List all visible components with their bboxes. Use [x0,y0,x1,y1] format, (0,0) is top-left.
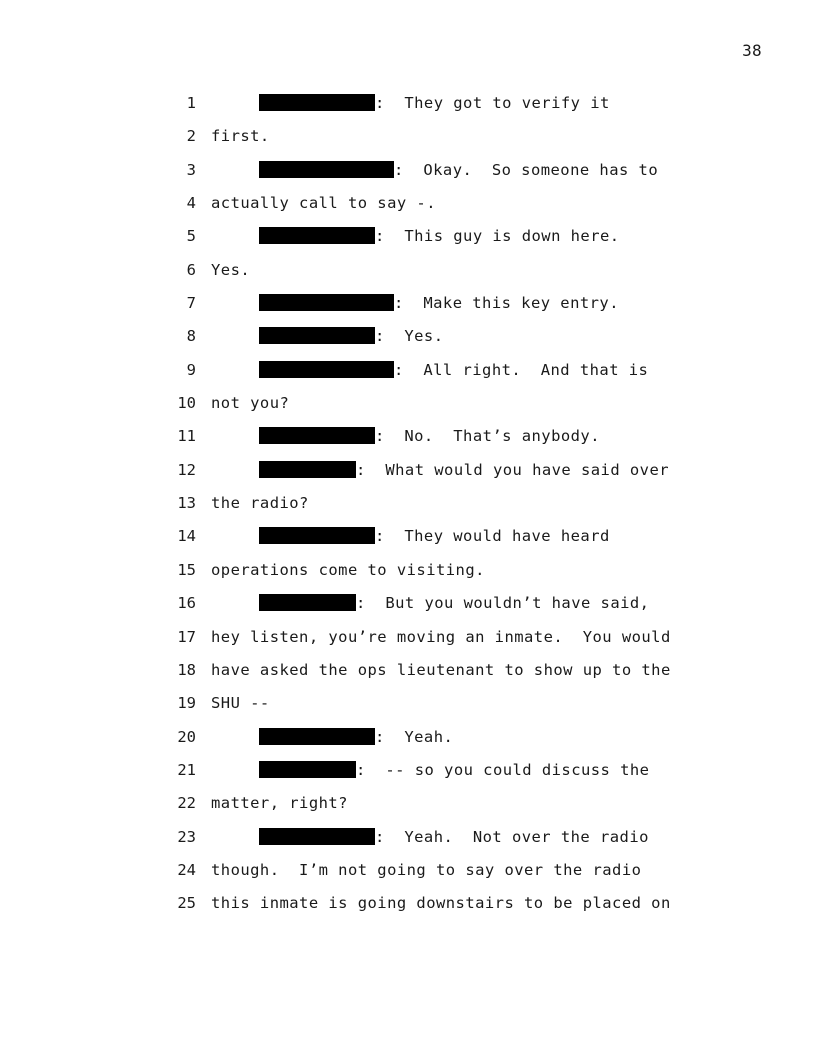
line-number: 21 [177,760,196,779]
speaker-dialogue: : They would have heard [375,527,610,546]
line-text [211,592,649,614]
line-number: 25 [177,894,196,913]
speaker-name-redaction [259,527,375,544]
speaker-name-redaction [259,728,375,745]
transcript-line [0,859,816,892]
speaker-dialogue: : But you wouldn’t have said, [356,594,650,613]
speaker-name-redaction [259,761,356,778]
speaker-name-redaction [259,427,375,444]
line-number: 12 [177,460,196,479]
speaker-name-redaction [259,161,394,178]
line-text [211,859,641,881]
speaker-dialogue: : What would you have said over [356,460,670,479]
line-text [211,826,649,848]
continuation-text: first. [211,127,270,146]
line-number: 9 [186,360,196,379]
line-text [211,559,485,581]
line-number: 20 [177,727,196,746]
transcript-line [0,325,816,358]
speaker-dialogue: : Make this key entry. [394,294,619,313]
continuation-text: matter, right? [211,794,348,813]
line-number: 11 [177,427,196,446]
line-number: 23 [177,827,196,846]
line-number: 7 [186,294,196,313]
transcript-line [0,559,816,592]
line-number: 17 [177,627,196,646]
speaker-name-redaction [259,327,375,344]
transcript-line [0,392,816,425]
line-text [211,225,620,247]
transcript-line [0,659,816,692]
line-text [211,259,250,281]
speaker-dialogue: : This guy is down here. [375,227,620,246]
line-text [211,359,648,381]
line-number: 4 [186,194,196,213]
line-text [211,726,453,748]
line-number: 6 [186,260,196,279]
speaker-name-redaction [259,361,394,378]
transcript-line [0,459,816,492]
transcript-line [0,826,816,859]
line-text [211,92,610,114]
continuation-text: not you? [211,394,290,413]
line-text [211,525,610,547]
transcript-line [0,225,816,258]
transcript-line [0,759,816,792]
speaker-dialogue: : No. That’s anybody. [375,427,600,446]
line-text [211,692,270,714]
line-text [211,626,671,648]
transcript-line [0,292,816,325]
transcript-line [0,359,816,392]
transcript-line [0,125,816,158]
transcript-line [0,792,816,825]
speaker-dialogue: : All right. And that is [394,360,649,379]
continuation-text: though. I’m not going to say over the radio [211,860,642,879]
line-number: 14 [177,527,196,546]
line-text [211,892,671,914]
transcript-line [0,626,816,659]
line-number: 15 [177,560,196,579]
speaker-name-redaction [259,594,356,611]
line-text [211,759,649,781]
page-number: 38 [742,41,762,60]
line-number: 1 [186,94,196,112]
continuation-text: this inmate is going downstairs to be placed on [211,894,671,913]
transcript-line [0,159,816,192]
transcript-line [0,192,816,225]
speaker-name-redaction [259,461,356,478]
line-number: 5 [186,227,196,246]
continuation-text: have asked the ops lieutenant to show up to the [211,660,671,679]
line-number: 24 [177,860,196,879]
speaker-name-redaction [259,227,375,244]
line-text [211,792,348,814]
line-number: 18 [177,660,196,679]
transcript-line [0,259,816,292]
transcript-line [0,492,816,525]
line-text [211,125,270,147]
line-number: 2 [186,127,196,146]
line-number: 10 [177,394,196,413]
line-number: 19 [177,694,196,713]
speaker-dialogue: : Yeah. Not over the radio [375,827,649,846]
speaker-name-redaction [259,94,375,111]
line-number: 8 [186,327,196,346]
speaker-dialogue: : They got to verify it [375,94,610,112]
line-number: 22 [177,794,196,813]
speaker-dialogue: : Yes. [375,327,444,346]
transcript-line [0,726,816,759]
speaker-dialogue: : Okay. So someone has to [394,160,659,179]
transcript-line [0,92,816,125]
line-text [211,292,619,314]
line-number: 16 [177,594,196,613]
line-text [211,459,669,481]
continuation-text: operations come to visiting. [211,560,485,579]
speaker-dialogue: : -- so you could discuss the [356,760,650,779]
line-text [211,492,309,514]
continuation-text: the radio? [211,494,309,513]
speaker-name-redaction [259,828,375,845]
line-text [211,659,671,681]
speaker-dialogue: : Yeah. [375,727,454,746]
transcript-line [0,892,816,925]
transcript-line [0,592,816,625]
transcript-line [0,525,816,558]
speaker-name-redaction [259,294,394,311]
line-text [211,425,600,447]
transcript-body [0,92,816,926]
line-number: 3 [186,160,196,179]
continuation-text: hey listen, you’re moving an inmate. You would [211,627,671,646]
continuation-text: Yes. [211,260,251,279]
transcript-line [0,692,816,725]
line-text [211,392,289,414]
continuation-text: SHU -- [211,694,270,713]
line-number: 13 [177,494,196,513]
line-text [211,192,436,214]
line-text [211,159,658,181]
continuation-text: actually call to say -. [211,194,436,213]
transcript-line [0,425,816,458]
line-text [211,325,443,347]
